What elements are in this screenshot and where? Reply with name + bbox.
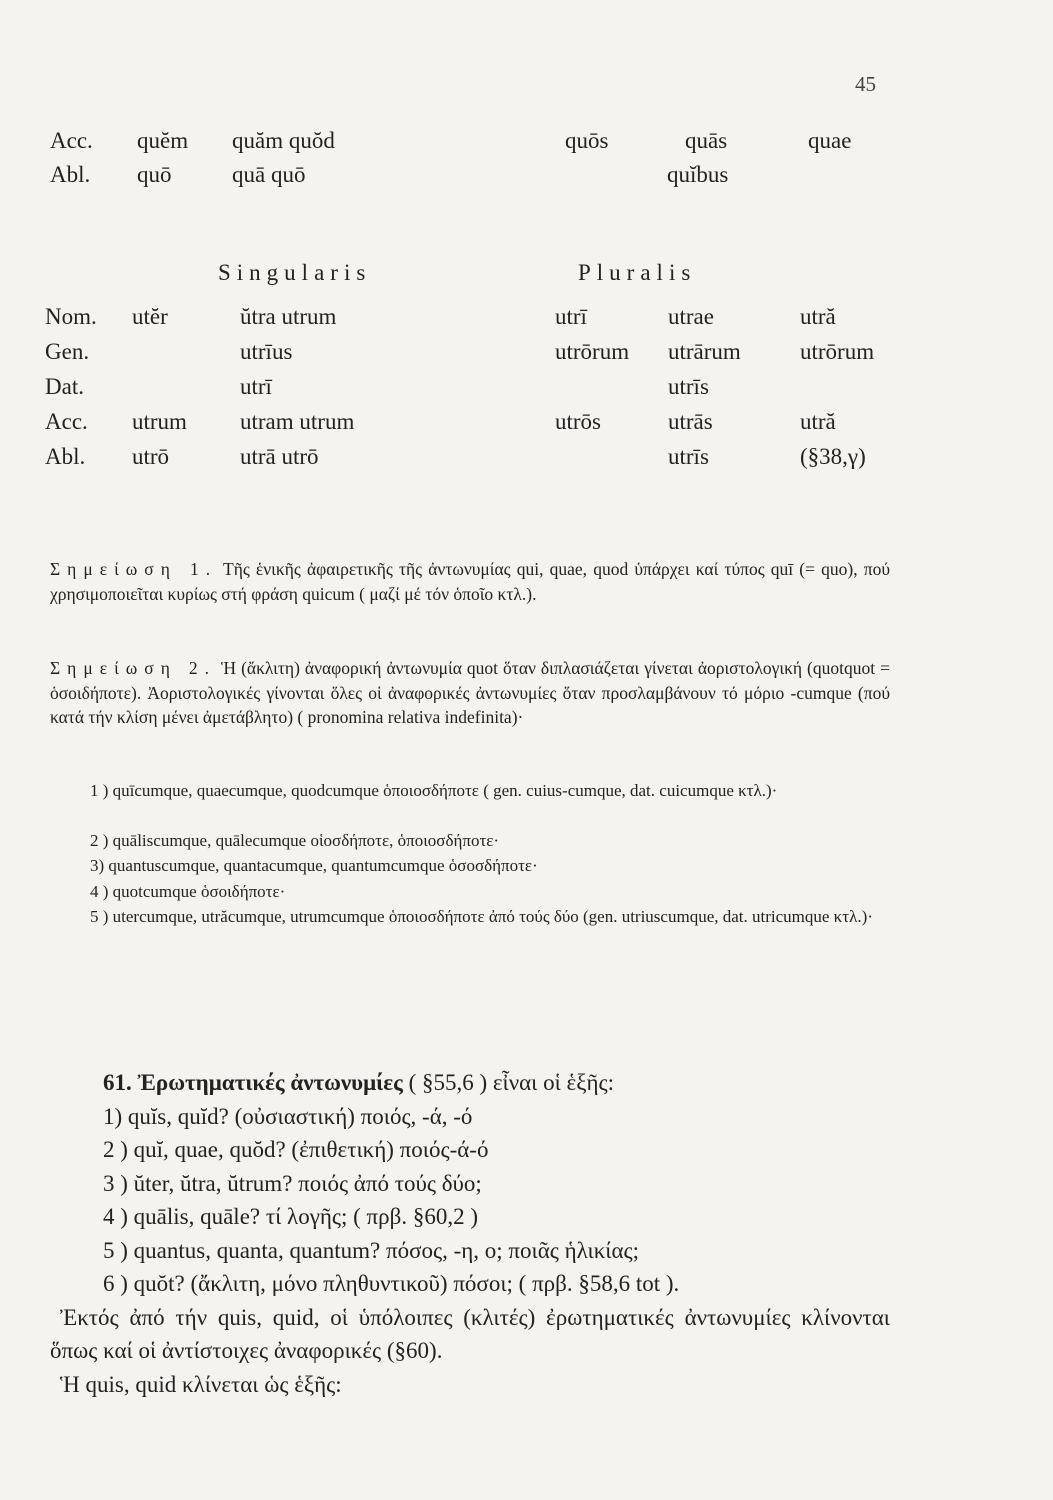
table-row [0, 444, 1053, 478]
list-item: 6 ) quŏt? (ἄκλιτη, μόνο πληθυντικοῦ) πόσοι; ( πρβ. §58,6 tot ). [103, 1271, 680, 1296]
table-cell: (§38,γ) [800, 444, 866, 469]
table-cell: utĕr [132, 304, 168, 329]
list-item: 1) quĭs, quĭd? (οὐσιαστική) ποιός, -ά, -ό [103, 1103, 473, 1129]
page-number: 45 [855, 72, 876, 96]
list-item: 5 ) utercumque, utrăcumque, utrumcumque ὁποιοσδήποτε ἀπό τούς δύο (gen. utriuscumque, dat. utricumque κτλ.)· [90, 907, 873, 926]
table-cell: utram utrum [240, 409, 355, 434]
note-label: Σημείωση 2. [50, 658, 217, 678]
section-61 [50, 1066, 890, 1401]
list-item: 2 ) quĭ, quae, quŏd? (ἐπιθετική) ποιός-ά-ό [103, 1137, 489, 1162]
table-cell: utrī [240, 374, 272, 399]
note-text: Τῆς ἑνικῆς ἀφαιρετικῆς τῆς ἀντωνυμίας qui, quae, quod ὑπάρχει καί τύπος quī (= quo), πού χρησιμοποιεῖται κυρίως στή φράση quicum ( μαζί μέ τόν ὁποῖο κτλ.). [50, 559, 890, 604]
table-cell: utrā utrō [240, 444, 319, 469]
section-title-rest: ( §55,6 ) εἶναι οἱ ἑξῆς: [402, 1070, 614, 1095]
table-cell: quĭbus [667, 162, 729, 187]
table-cell: quō [137, 162, 172, 187]
table-cell: utră [800, 409, 836, 434]
section-heading [50, 1066, 890, 1100]
table-cell: utrīus [240, 339, 293, 364]
note-text: Ἡ (ἄκλιτη) ἀναφορική ἀντωνυμία quot ὅταν διπλασιάζεται γίνεται ἀοριστολογική (quotquot = ὁσοιδήποτε). Ἀοριστολογικές γίνονται ὅλες οἱ ἀναφορικές ἀντωνυμίες ὅταν προσλαμβάνουν τό μόριο -cumque (πού κατά τήν κλίση μένει ἀμετάβλητο) ( pronomina relativa indefinita)· [50, 658, 890, 727]
table-cell: utrīs [668, 374, 709, 399]
case-label: Abl. [45, 444, 86, 469]
header-singularis: Singularis [218, 260, 372, 285]
list-item: 2 ) quāliscumque, quālecumque οἱοσδήποτε, ὁποιοσδήποτε· [90, 830, 500, 850]
table-row [0, 409, 1053, 443]
note-1 [50, 557, 890, 606]
case-label: Nom. [45, 304, 97, 329]
list-item: 4 ) quālis, quāle? τί λογῆς; ( πρβ. §60,2 ) [103, 1204, 478, 1229]
table-cell: utrōrum [800, 339, 875, 364]
table-cell: utrōrum [555, 339, 630, 364]
table-cell: utră [800, 304, 836, 329]
note-2-list [90, 778, 890, 930]
case-label: Gen. [45, 339, 90, 364]
section-title: 61. Ἐρωτηματικές ἀντωνυμίες [103, 1070, 403, 1095]
table-cell: quās [685, 128, 728, 153]
table-cell: quae [808, 128, 852, 153]
list-item: 3) quantuscumque, quantacumque, quantumcumque ὁσοσδήποτε· [90, 856, 538, 875]
table-cell: utrārum [668, 339, 741, 364]
case-label: Dat. [45, 374, 84, 399]
table-cell: quăm quŏd [232, 128, 335, 153]
table-row [0, 339, 1053, 373]
paragraph: Ἡ quis, quid κλίνεται ὡς ἑξῆς: [60, 1371, 342, 1397]
table-row [0, 162, 1053, 196]
table-cell: utrōs [555, 409, 601, 434]
table-row [0, 304, 1053, 338]
table-cell: ŭtra utrum [240, 304, 337, 329]
case-label: Acc. [45, 409, 88, 434]
table-row [0, 374, 1053, 408]
table-row [0, 128, 1053, 162]
list-item: 3 ) ŭter, ŭtra, ŭtrum? ποιός ἀπό τούς δύο; [103, 1170, 482, 1196]
table-cell: utrum [132, 409, 187, 434]
table-cell: utrī [555, 304, 587, 329]
table-cell: quĕm [137, 128, 189, 153]
case-label: Abl. [50, 162, 91, 187]
list-item: 5 ) quantus, quanta, quantum? πόσος, -η, ο; ποιᾶς ἡλικίας; [103, 1237, 640, 1263]
list-item: 1 ) quīcumque, quaecumque, quodcumque ὁποιοσδήποτε ( gen. cuius-cumque, dat. cuicumque κτλ.)· [90, 781, 778, 800]
note-2 [50, 656, 890, 730]
note-label: Σημείωση 1. [50, 559, 218, 579]
table-cell: quā quō [232, 162, 306, 187]
table-cell: utrīs [668, 444, 709, 469]
table-cell: quōs [565, 128, 609, 153]
table-cell: utrae [668, 304, 714, 329]
case-label: Acc. [50, 128, 93, 153]
list-item: 4 ) quotcumque ὁσοιδήποτε· [90, 881, 286, 901]
table-cell: utrās [668, 409, 713, 434]
table-cell: utrō [132, 444, 170, 469]
header-pluralis: Pluralis [578, 260, 697, 285]
paragraph: Ἐκτός ἀπό τήν quis, quid, οἱ ὑπόλοιπες (κλιτές) ἐρωτηματικές ἀντωνυμίες κλίνονται ὅπως καί οἱ ἀντίστοιχες ἀναφορικές (§60). [50, 1304, 890, 1363]
